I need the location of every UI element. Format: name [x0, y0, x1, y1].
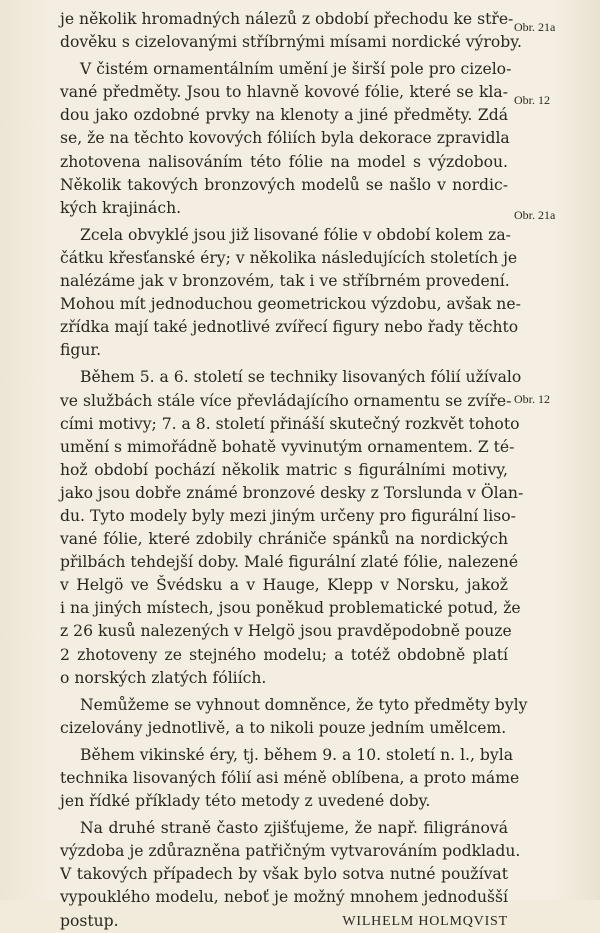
text-line: 2 zhotoveny ze stejného modelu; a totéž obdobně platí	[60, 645, 508, 664]
text-column	[60, 0, 528, 933]
text-line: V takových případech by však bylo sotva nutné používat	[60, 865, 508, 884]
text-line: i na jiných místech, jsou poněkud problematické potud, že	[60, 599, 521, 618]
text-line: postup.	[60, 911, 119, 930]
text-line: v Helgö ve Švédsku a v Hauge, Klepp v Norsku, jakož	[60, 576, 508, 595]
figure-reference: Obr. 21a	[514, 208, 556, 222]
text-line: přilbách tehdejší doby. Malé figurální zlaté fólie, nalezené	[60, 553, 519, 572]
paragraph-1	[60, 0, 522, 54]
text-line: ve službách stále více převládajícího ornamentu se zvíře-	[60, 391, 512, 410]
text-line: vané předměty. Jsou to hlavně kovové fólie, které se kla-	[60, 83, 508, 102]
paragraph-4	[60, 366, 524, 689]
text-line: Několik takových bronzových modelů se našlo v nordic-	[60, 175, 508, 194]
text-line: hož období pochází několik matric s figurálními motivy,	[60, 460, 508, 479]
text-line: jako jsou dobře známé bronzové desky z Torslunda v Ölan-	[60, 483, 524, 502]
text-line: čátku křesťanské éry; v několika následujících stoletích je	[60, 248, 518, 267]
text-line: du. Tyto modely byly mezi jiným určeny pro figurální liso-	[60, 506, 516, 525]
text-line: vypouklého modelu, neboť je možný mnohem jednodušší	[60, 888, 508, 907]
text-line: Během 5. a 6. století se techniky lisovaných fólií užívalo	[80, 368, 522, 387]
text-line: nalézáme jak v bronzovém, tak i ve stříbrném provedení.	[60, 272, 510, 291]
text-line: se, že na těchto kovových fóliích byla dekorace zpravidla	[60, 129, 510, 148]
final-line	[60, 910, 508, 933]
text-line: Mohou mít jednoduchou geometrickou výzdobu, avšak ne-	[60, 295, 521, 314]
text-line: Na druhé straně často zjišťujeme, že např. filigránová	[80, 819, 508, 838]
text-line: umění s mimořádně bohatě vyvinutým ornamentem. Z té-	[60, 437, 515, 456]
text-line: cizelovány jednotlivě, a to nikoli pouze jedním umělcem.	[60, 718, 507, 737]
text-line: výzdoba je zdůrazněna patřičným vytvarováním podkladu.	[60, 842, 521, 861]
figure-reference: Obr. 12	[514, 392, 550, 406]
figure-reference: Obr. 21a	[514, 20, 556, 34]
text-line: dověku s cizelovanými stříbrnými mísami nordické výroby.	[60, 33, 522, 52]
text-line: Během vikinské éry, tj. během 9. a 10. století n. l., byla	[80, 745, 514, 764]
text-line: vané fólie, které zdobily chrániče spánků na nordických	[60, 530, 508, 549]
text-line: jen řídké příklady této metody z uvedené doby.	[60, 792, 431, 811]
text-line: kých krajinách.	[60, 198, 182, 217]
figure-reference: Obr. 12	[514, 93, 550, 107]
paragraph-5	[60, 694, 528, 740]
text-line: zhotovena nalisováním této fólie na model s výzdobou.	[60, 152, 508, 171]
text-line: cími motivy; 7. a 8. století přináší skutečný rozkvět tohoto	[60, 414, 520, 433]
paragraph-6	[60, 744, 520, 813]
text-line: z 26 kusů nalezených v Helgö jsou pravděpodobně pouze	[60, 622, 512, 641]
paragraph-3	[60, 224, 521, 363]
text-line: dou jako ozdobné prvky na klenoty a jiné předměty. Zdá	[60, 106, 508, 125]
text-line: figur.	[60, 341, 102, 360]
author-signature: WILHELM HOLMQVIST	[342, 913, 508, 929]
text-line: je několik hromadných nálezů z období přechodu ke stře-	[60, 10, 514, 28]
text-line: technika lisovaných fólií asi méně oblíbena, a proto máme	[60, 769, 520, 787]
paragraph-2	[60, 58, 512, 220]
text-line: o norských zlatých fóliích.	[60, 668, 267, 687]
text-line: V čistém ornamentálním umění je širší pole pro cizelo-	[80, 60, 512, 79]
paragraph-7	[60, 817, 521, 932]
text-line: Zcela obvyklé jsou již lisované fólie v období kolem za-	[80, 225, 511, 244]
text-line: Nemůžeme se vyhnout domněnce, že tyto předměty byly	[80, 695, 528, 714]
text-line: zřídka mají také jednotlivé zvířecí figury nebo řady těchto	[60, 318, 519, 337]
